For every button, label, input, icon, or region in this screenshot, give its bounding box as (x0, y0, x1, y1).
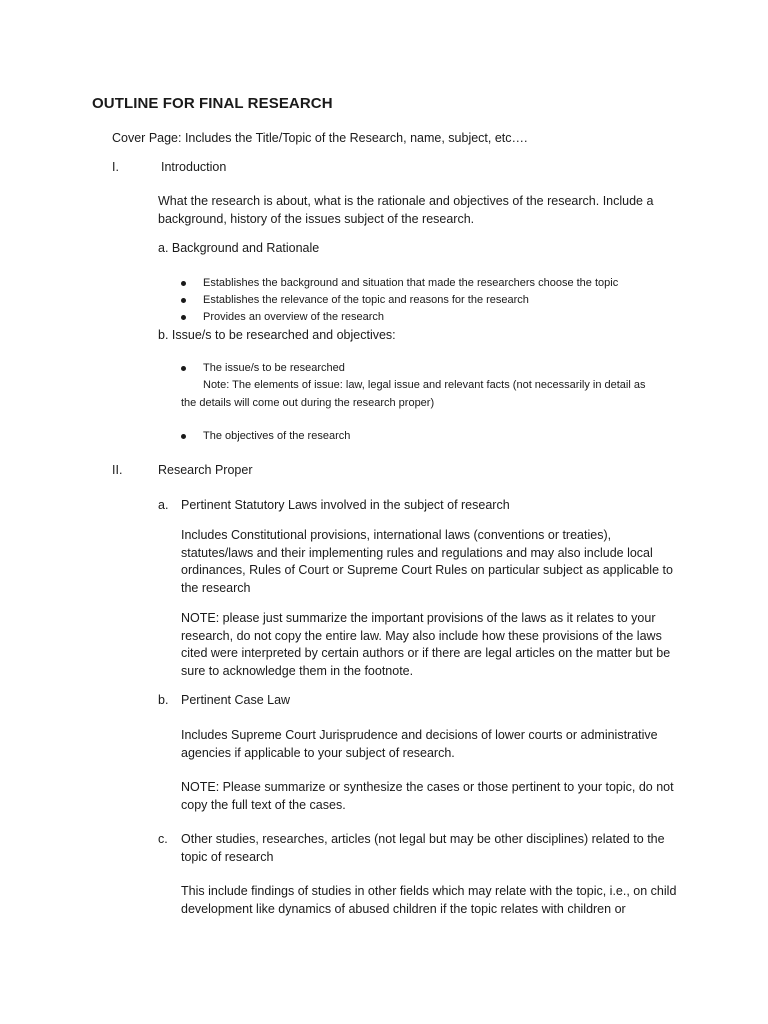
section-2c-label: Other studies, researches, articles (not legal but may be other disciplines) related to the topic of research (181, 832, 665, 864)
cover-page-line: Cover Page: Includes the Title/Topic of the Research, name, subject, etc…. (112, 131, 528, 145)
section-2c-letter: c. (158, 832, 168, 846)
bullet-dot (181, 366, 186, 371)
section-1b-label: b. Issue/s to be researched and objectives: (158, 328, 396, 342)
section-1-numeral: I. (112, 160, 119, 174)
section-2a-text: Includes Constitutional provisions, international laws (conventions or treaties), statutes/laws and their implementing rules and regulations and may also include local ordinances, Rules of Court or Supreme Court Rules on particular subject as applicable to the research (181, 528, 673, 595)
section-1-description: What the research is about, what is the rationale and objectives of the research. Include a background, history of the issues subject of the research. (158, 194, 654, 226)
bullet-dot (181, 315, 186, 320)
section-2a-letter: a. (158, 498, 169, 512)
section-1b-bullet-2: The objectives of the research (203, 430, 351, 442)
section-1-heading: Introduction (161, 160, 227, 174)
section-1a-bullet-3: Provides an overview of the research (203, 311, 384, 323)
section-2b-label: Pertinent Case Law (181, 693, 291, 707)
section-2a-label: Pertinent Statutory Laws involved in the subject of research (181, 498, 510, 512)
section-1b-bullet-1: The issue/s to be researched (203, 362, 345, 374)
bullet-dot (181, 281, 186, 286)
document-title: OUTLINE FOR FINAL RESEARCH (92, 95, 333, 112)
section-2-heading: Research Proper (158, 463, 253, 477)
section-2b-note: NOTE: Please summarize or synthesize the cases or those pertinent to your topic, do not copy the full text of the cases. (181, 780, 674, 812)
section-2b-letter: b. (158, 693, 169, 707)
bullet-dot (181, 298, 186, 303)
section-1b-note-line-1: Note: The elements of issue: law, legal issue and relevant facts (not necessarily in detail as (203, 379, 646, 391)
section-1a-bullet-2: Establishes the relevance of the topic and reasons for the research (203, 294, 529, 306)
bullet-dot (181, 434, 186, 439)
section-2c-text: This include findings of studies in other fields which may relate with the topic, i.e., on child development like dynamics of abused children if the topic relates with children or (181, 884, 677, 916)
section-2a-note: NOTE: please just summarize the important provisions of the laws as it relates to your research, do not copy the entire law. May also include how these provisions of the laws cited were interpreted by certain authors or if there are legal articles on the matter but be sure to acknowledge them in the footnote. (181, 611, 671, 678)
section-1a-label: a. Background and Rationale (158, 241, 320, 255)
section-2-numeral: II. (112, 463, 123, 477)
section-1a-bullet-1: Establishes the background and situation that made the researchers choose the topic (203, 277, 619, 289)
section-2b-text: Includes Supreme Court Jurisprudence and decisions of lower courts or administrative agencies if applicable to your subject of research. (181, 728, 658, 760)
section-1b-note-line-2: the details will come out during the research proper) (181, 397, 435, 409)
